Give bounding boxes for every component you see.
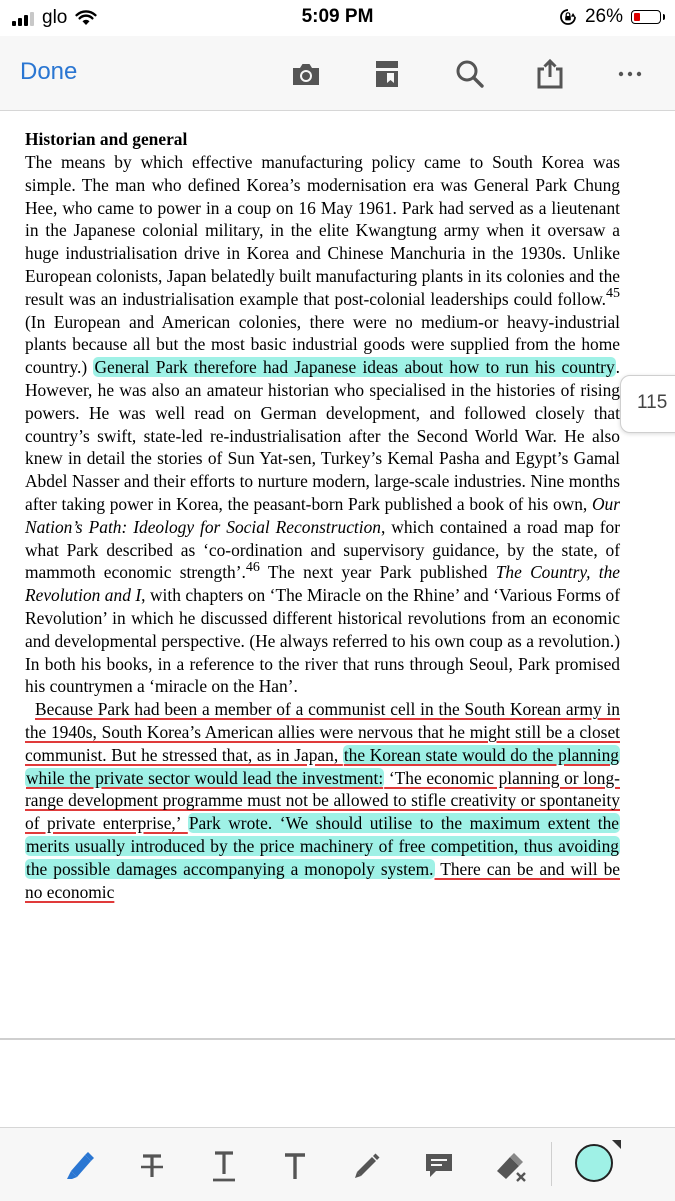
text-run: , which contained a road map for what Park described as ‘co-ordination and supervisory guidance, by the state, of mammoth economic strength’. bbox=[25, 516, 621, 583]
page-number: 115 bbox=[637, 392, 668, 413]
underline-tool-icon[interactable] bbox=[202, 1144, 246, 1188]
underline-annotation[interactable]: Because Park had been a member of a communist cell in the South Korean army in the 1940s, South Korea’s American allies were nervous that he might still be a closet communist. But he stressed that, as in Japan, bbox=[25, 699, 620, 765]
text-run: . However, he was also an amateur historian who specialised in the histories of rising powers. He was well read on German development, and followed closely that country’s swift, state-led re-industrialisation after the Second World War. He also knew in detail the stories of Sun Yat-sen, Turkey’s Kemal Pasha and Egypt’s Gamal Abdel Nasser and their efforts to nurture modern, large-scale industries. Nine months after taking power in Korea, the peasant-born Park published a book of his own, bbox=[25, 357, 621, 514]
pencil-tool-icon[interactable] bbox=[345, 1144, 389, 1188]
page-divider bbox=[0, 1038, 675, 1040]
top-toolbar bbox=[0, 36, 675, 111]
strikethrough-tool-icon[interactable] bbox=[130, 1144, 174, 1188]
text-run: , with chapters on ‘The Miracle on the Rhine’ and ‘Various Forms of Revolution’ in which he discussed different historical revolutions from an economic and developmental perspective. (He always referred to his own coup as a revolution.) In both his books, in a reference to the river that runs through Seoul, Park promised his countrymen a ‘miracle on the Han’. bbox=[25, 585, 620, 697]
underline-annotation[interactable]: There can be and will be no economic bbox=[25, 858, 620, 902]
camera-icon[interactable] bbox=[286, 54, 326, 94]
status-time: 5:09 PM bbox=[301, 6, 374, 27]
eraser-tool-icon[interactable] bbox=[489, 1144, 533, 1188]
text-tool-icon[interactable] bbox=[273, 1144, 317, 1188]
section-heading: Historian and general bbox=[25, 129, 188, 149]
comment-tool-icon[interactable] bbox=[417, 1144, 461, 1188]
footnote-marker[interactable]: 46 bbox=[245, 559, 260, 575]
text-run: The next year Park published bbox=[259, 562, 496, 583]
highlight-annotation[interactable]: the Korean state would do the planning while the private sector would lead the investment: bbox=[26, 744, 619, 788]
color-dropdown-indicator bbox=[612, 1140, 621, 1149]
book-title: The Country, the Revolution and I bbox=[25, 562, 621, 606]
highlight-annotation[interactable]: Park wrote. ‘We should utilise to the maximum extent the merits usually introduced by the price machinery of free competition, thus avoiding the possible damages accompanying a monopoly system. bbox=[26, 813, 619, 879]
bookmark-icon[interactable] bbox=[367, 54, 407, 94]
status-right bbox=[559, 6, 661, 28]
paragraph-2 bbox=[25, 698, 620, 903]
highlighter-tool-icon[interactable] bbox=[58, 1144, 102, 1188]
book-title: Our Nation’s Path: Ideology for Social Reconstruction bbox=[25, 493, 620, 537]
page-number-badge[interactable] bbox=[620, 375, 675, 433]
annotation-toolbar bbox=[0, 1127, 675, 1201]
text-run: (In European and American colonies, there were no medium-or heavy-industrial plants because all but the most basic industrial goods were supplied from the home country.) bbox=[25, 311, 620, 378]
footnote-marker[interactable]: 45 bbox=[606, 285, 620, 301]
battery-percent: 26% bbox=[584, 6, 623, 27]
toolbar-separator bbox=[551, 1142, 552, 1186]
paragraph-1 bbox=[25, 151, 620, 698]
done-button[interactable]: Done bbox=[20, 58, 78, 85]
document-page bbox=[0, 111, 675, 1037]
more-icon[interactable] bbox=[610, 54, 650, 94]
share-icon[interactable] bbox=[530, 54, 570, 94]
battery-icon bbox=[631, 10, 661, 24]
document-text bbox=[25, 127, 620, 903]
search-icon[interactable] bbox=[450, 54, 490, 94]
carrier-label: glo bbox=[42, 7, 68, 28]
orientation-lock-icon bbox=[559, 8, 577, 26]
highlight-annotation[interactable]: General Park therefore had Japanese ideas about how to run his country bbox=[94, 357, 615, 378]
underline-annotation[interactable]: ‘The economic planning or long-range development programme must not be allowed to stifle creativity or spontaneity of private enterprise,’ bbox=[25, 767, 620, 834]
status-bar bbox=[0, 0, 675, 36]
text-run: The means by which effective manufacturing policy came to South Korea was simple. The man who defined Korea’s modernisation era was General Park Chung Hee, who came to power in a coup on 16 May 1961. Park had served as a lieutenant in the Japanese colonial military, in the elite Kwangtung army when it oversaw a huge industrialisation drive in Korea and Chinese Manchuria in the 1930s. Unlike European colonists, Japan belatedly built manufacturing plants in its colonies and the result was an industrialisation example that post-colonial leaderships could follow. bbox=[25, 152, 620, 309]
color-picker-button[interactable] bbox=[575, 1144, 613, 1182]
